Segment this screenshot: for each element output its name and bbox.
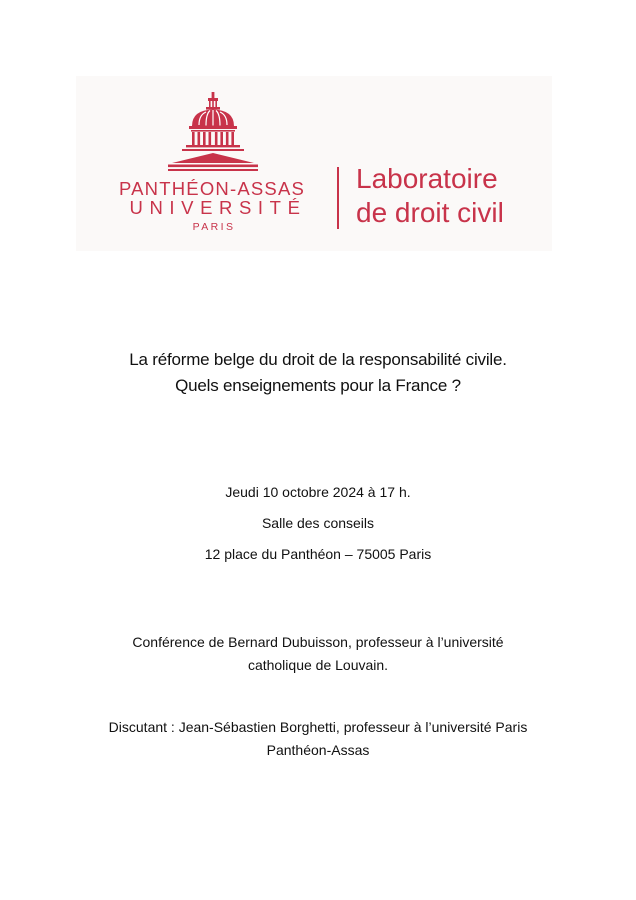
discussant-line2: Panthéon-Assas <box>266 742 370 758</box>
lab-name-line2: de droit civil <box>356 197 504 228</box>
title-line2: Quels enseignements pour la France ? <box>175 376 461 395</box>
discussant-line1: Discutant : Jean-Sébastien Borghetti, professeur à l’université Paris <box>108 719 528 735</box>
header-divider <box>337 167 339 229</box>
event-address: 12 place du Panthéon – 75005 Paris <box>204 546 432 562</box>
lab-name-line1: Laboratoire <box>356 163 498 194</box>
discussant-info <box>80 716 556 762</box>
speaker-line2: catholique de Louvain. <box>247 657 389 673</box>
event-room: Salle des conseils <box>261 515 375 531</box>
speaker-line1: Conférence de Bernard Dubuisson, professeur à l’université <box>132 634 504 650</box>
speaker-info <box>90 631 546 677</box>
pantheon-dome-icon <box>166 90 260 174</box>
event-date: Jeudi 10 octobre 2024 à 17 h. <box>225 484 411 500</box>
event-details <box>0 477 636 570</box>
title-line1: La réforme belge du droit de la responsabilité civile. <box>129 350 507 369</box>
university-name-line1: PANTHÉON-ASSAS <box>118 178 306 199</box>
university-city: PARIS <box>192 221 236 233</box>
university-name-line2: UNIVERSITÉ <box>129 197 307 218</box>
conference-title <box>0 347 636 399</box>
